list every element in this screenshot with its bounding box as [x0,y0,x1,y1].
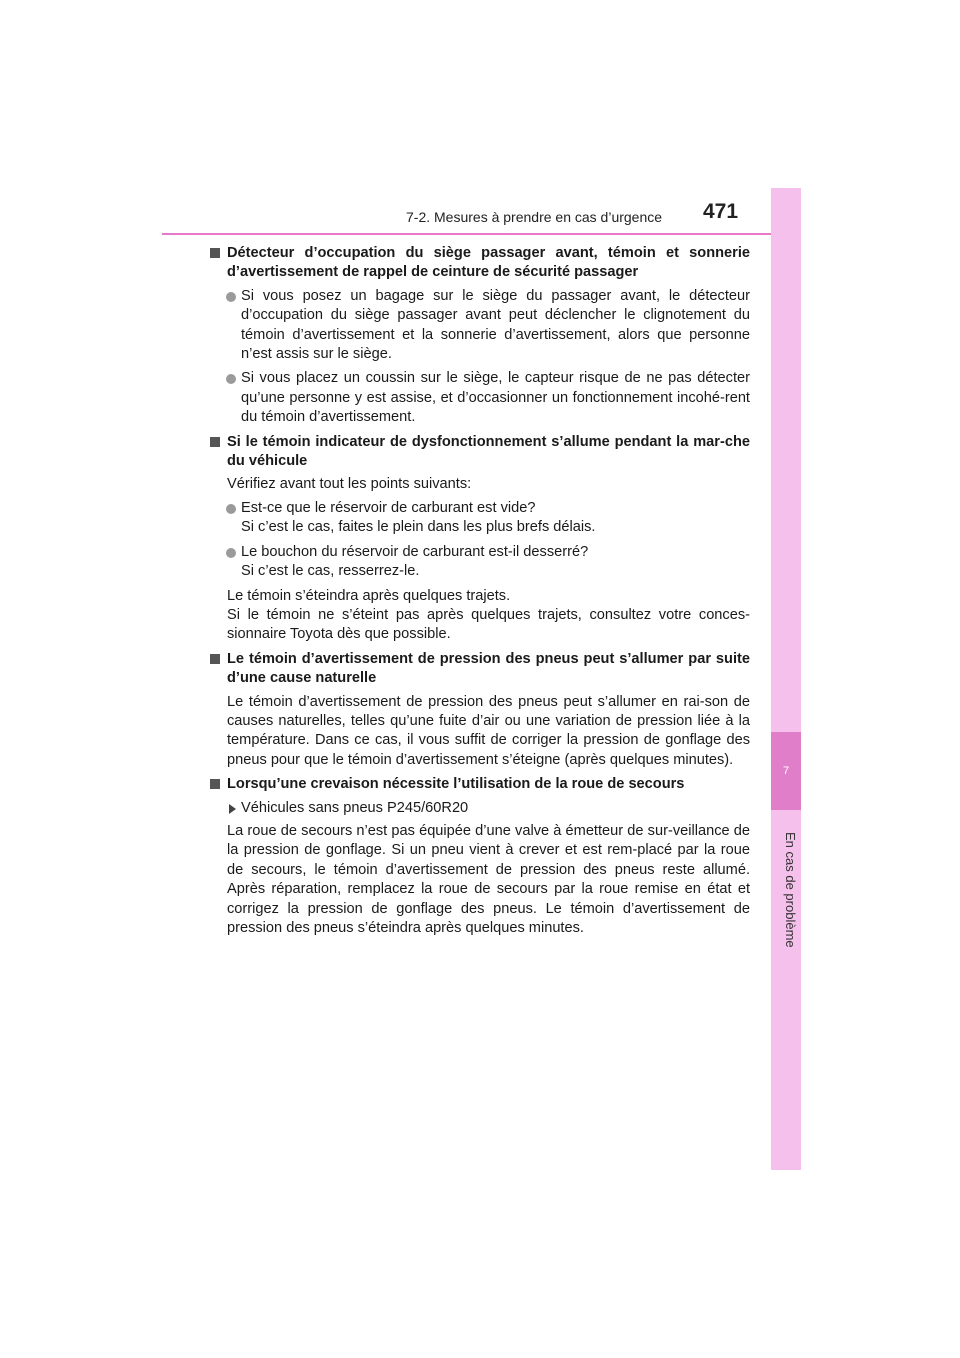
section-tire-pressure-natural [210,650,750,770]
square-bullet-icon [210,779,220,789]
triangle-arrow-icon [229,804,236,814]
round-bullet-icon [226,548,236,558]
page-number: 471 [703,200,739,223]
section-title: Si le témoin indicateur de dysfonctionnement s’allume pendant la mar-che du véhicule [210,433,750,472]
list-item: Si vous posez un bagage sur le siège du passager avant, le détecteur d’occupation du siège passager avant peut déclencher le clignotement du témoin d’avertissement et la sonnerie d’avertissement, alors que personne n’est assis sur le siège. [210,287,750,365]
header-divider [162,233,800,235]
square-bullet-icon [210,654,220,664]
outro-text: Le témoin s’éteindra après quelques trajets. Si le témoin ne s’éteint pas après quelques trajets, consultez votre conces-sionnaire Toyota dès que possible. [227,587,750,643]
section-malfunction-indicator [210,433,750,645]
body-text: La roue de secours n’est pas équipée d’une valve à émetteur de sur-veillance de la pression de gonflage. Si un pneu vient à crever et est rem-placé par la roue de secours, le témoin d’avertissement de pression des pneus reste allumé. Après réparation, remplacez la roue de secours par la roue remise en état et corrigez la pression de gonflage des pneus. Le témoin d’avertissement de pression des pneus s’éteindra après quelques minutes. [227,822,750,936]
list-item: Le bouchon du réservoir de carburant est-il desserré? Si c’est le cas, resserrez-le. [210,543,750,582]
vehicle-condition-item: Véhicules sans pneus P245/60R20 [210,799,750,818]
round-bullet-icon [226,374,236,384]
running-header-title: 7-2. Mesures à prendre en cas d’urgence [406,209,663,225]
square-bullet-icon [210,248,220,258]
round-bullet-icon [226,292,236,302]
chapter-side-tab [771,188,801,1170]
list-item: Est-ce que le réservoir de carburant est vide? Si c’est le cas, faites le plein dans les plus brefs délais. [210,499,750,538]
round-bullet-icon [226,504,236,514]
chapter-label: En cas de problème [783,832,798,948]
list-item: Si vous placez un coussin sur le siège, le capteur risque de ne pas détecter qu’une personne y est assise, et d’occasionner un fonctionnement incohé-rent du témoin d’avertissement. [210,369,750,427]
page-content [210,244,750,943]
square-bullet-icon [210,437,220,447]
section-title: Détecteur d’occupation du siège passager avant, témoin et sonnerie d’avertissement de rappel de ceinture de sécurité passager [210,244,750,283]
body-text: Le témoin d’avertissement de pression des pneus peut s’allumer en rai-son de causes naturelles, telles qu’une fuite d’air ou une variation de pression liée à la température. Dans ce cas, il vous suffit de corriger la pression de gonflage des pneus pour que le témoin d’avertissement s’éteigne (après quelques minutes). [227,693,750,768]
section-title: Le témoin d’avertissement de pression des pneus peut s’allumer par suite d’une cause naturelle [210,650,750,689]
chapter-number-tab: 7 [771,732,801,810]
section-title: Lorsqu’une crevaison nécessite l’utilisation de la roue de secours [210,775,750,794]
section-seat-occupancy [210,244,750,428]
section-spare-tire [210,775,750,938]
intro-text: Vérifiez avant tout les points suivants: [227,476,472,493]
